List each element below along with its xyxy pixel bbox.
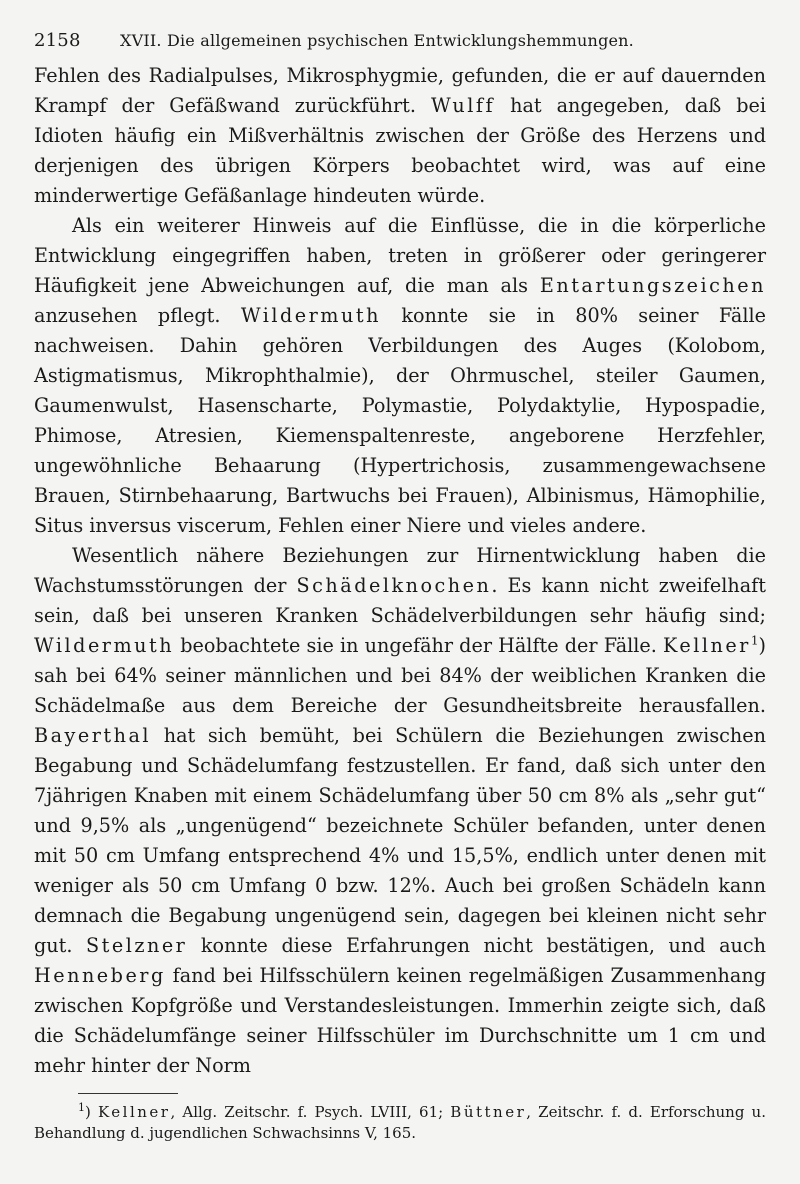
- page-number: 2158: [34, 30, 81, 51]
- footnote-marker: 1: [78, 1101, 85, 1114]
- text-run: beobachtete sie in ungefähr der Hälfte der Fälle.: [174, 634, 664, 657]
- running-head: [34, 30, 766, 51]
- spaced-name: Wildermuth: [240, 304, 381, 327]
- text-run: fand bei Hilfsschülern keinen regelmäßigen Zusammenhang zwischen Kopfgröße und Verstandesleistungen. Immerhin zeigte sich, daß die Schädelumfänge seiner Hilfsschüler im Durchschnitte um 1 cm und mehr hinter der Norm: [34, 964, 766, 1077]
- text-run: , Allg. Zeitschr. f. Psych. LVIII, 61;: [170, 1103, 451, 1121]
- paragraph: [34, 211, 766, 541]
- paragraph: [34, 61, 766, 211]
- text-run: konnte sie in 80% seiner Fälle nachweisen. Dahin gehören Verbildungen des Auges (Kolobom, Astigmatismus, Mikrophthalmie), der Ohrmuschel, steiler Gaumen, Gaumenwulst, Hasenscharte, Polymastie, Polydaktylie, Hypospadie, Phimose, Atresien, Kiemenspaltenreste, angeborene Herzfehler, ungewöhnliche Behaarung (Hypertrichosis, zusammengewachsene Brauen, Stirnbehaarung, Bartwuchs bei Frauen), Albinismus, Hämophilie, Situs inversus viscerum, Fehlen einer Niere und vieles andere.: [34, 304, 766, 537]
- text-run: konnte diese Erfahrungen nicht bestätigen, und auch: [187, 934, 766, 957]
- footnote-divider: [78, 1093, 178, 1094]
- text-run: ) sah bei 64% seiner männlichen und bei 84% der weiblichen Kranken die Schädelmaße aus dem Bereiche der Gesundheitsbreite herausfallen.: [34, 634, 766, 717]
- spaced-name: Kellner: [97, 1103, 171, 1121]
- chapter-title: XVII. Die allgemeinen psychischen Entwicklungshemmungen.: [120, 31, 634, 50]
- spaced-name: Henneberg: [34, 964, 166, 987]
- text-run: Als ein weiterer Hinweis auf die Einflüsse, die in die körperliche Entwicklung eingegriffen haben, treten in größerer oder geringerer Häufigkeit jene Abweichungen auf, die man als: [34, 214, 766, 297]
- footnote-reference: 1: [750, 633, 759, 648]
- text-run: Fehlen des Radialpulses, Mikrosphygmie, gefunden, die er auf dauernden Krampf der Gefäßwand zurückführt.: [34, 64, 766, 117]
- spaced-name: Bayerthal: [34, 724, 152, 747]
- text-run: Wesentlich nähere Beziehungen zur Hirnentwicklung haben die Wachstumsstörungen der: [34, 544, 766, 597]
- footnote-text: [34, 1103, 766, 1142]
- paragraph: [34, 541, 766, 1081]
- body-text: [34, 61, 766, 1081]
- spaced-name: Schädelknochen: [296, 574, 492, 597]
- text-run: , Zeitschr. f. d. Erforschung u. Behandlung d. jugendlichen Schwachsinns V, 165.: [34, 1103, 766, 1142]
- text-run: hat angegeben, daß bei Idioten häufig ein Mißverhältnis zwischen der Größe des Herzens und derjenigen des übrigen Körpers beobachtet wird, was auf eine minderwertige Gefäßanlage hindeuten würde.: [34, 94, 766, 207]
- text-run: ): [85, 1103, 98, 1121]
- spaced-name: Büttner: [450, 1103, 527, 1121]
- spaced-name: Wulff: [430, 94, 496, 117]
- footnote: [34, 1102, 766, 1144]
- spaced-name: Wildermuth: [34, 634, 175, 657]
- text-run: . Es kann nicht zweifelhaft sein, daß bei unseren Kranken Schädelverbildungen sehr häufig sind;: [34, 574, 766, 627]
- spaced-name: Kellner: [663, 634, 751, 657]
- text-run: hat sich bemüht, bei Schülern die Beziehungen zwischen Begabung und Schädelumfang festzustellen. Er fand, daß sich unter den 7jährigen Knaben mit einem Schädelumfang über 50 cm 8% als „sehr gut“ und 9,5% als „ungenügend“ bezeichnete Schüler befanden, unter denen mit 50 cm Umfang entsprechend 4% und 15,5%, endlich unter denen mit weniger als 50 cm Umfang 0 bzw. 12%. Auch bei großen Schädeln kann demnach die Begabung ungenügend sein, dagegen bei kleinen nicht sehr gut.: [34, 724, 766, 957]
- text-run: anzusehen pflegt.: [34, 304, 241, 327]
- spaced-name: Entartungszeichen: [539, 274, 766, 297]
- spaced-name: Stelzner: [86, 934, 188, 957]
